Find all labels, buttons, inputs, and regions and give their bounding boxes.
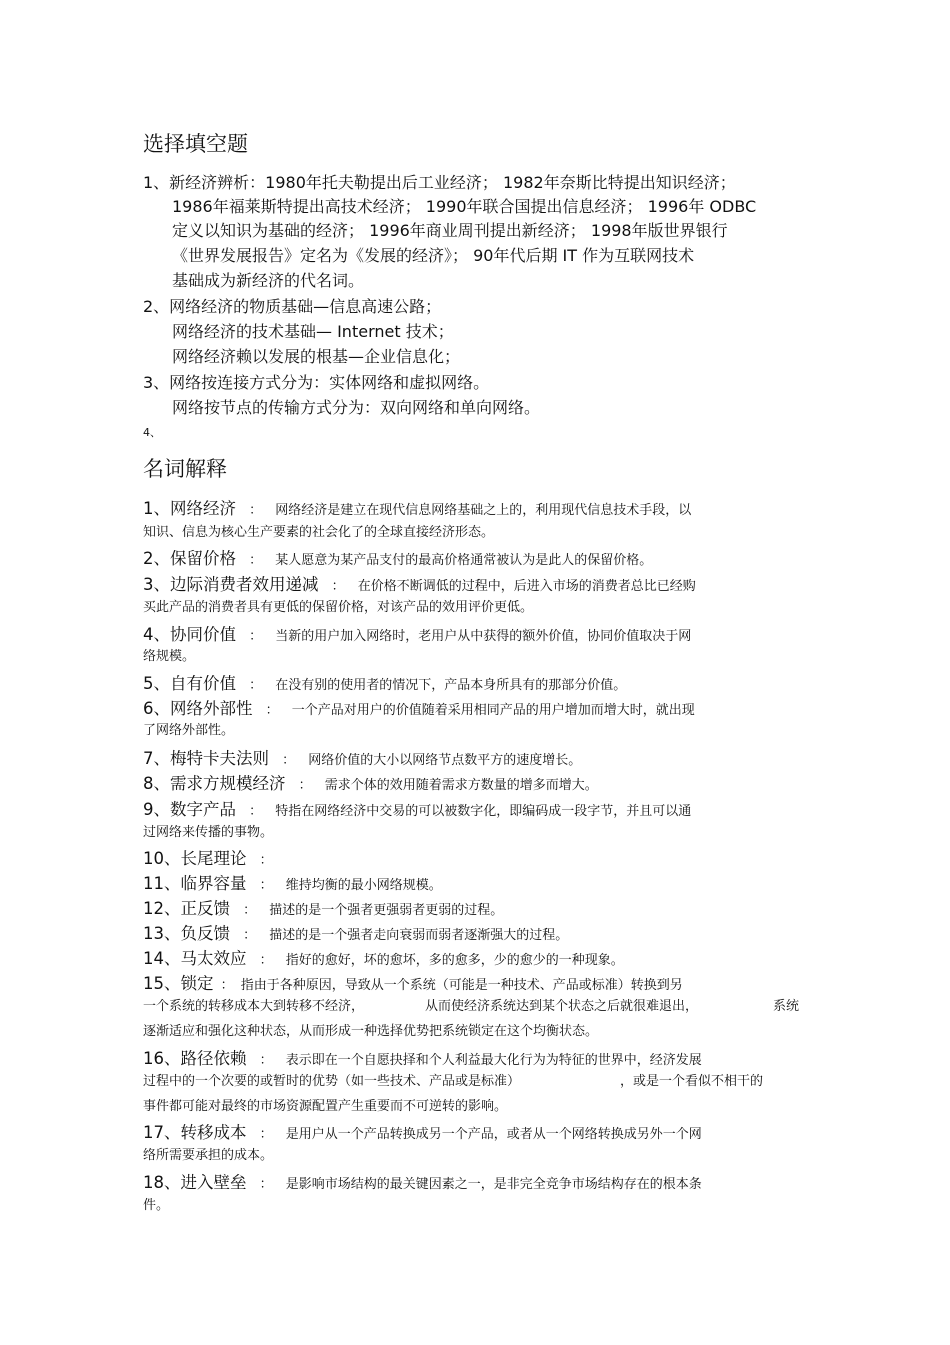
glossary-term: 2、保留价格 — [143, 549, 236, 568]
glossary-entry-1 — [143, 495, 691, 519]
definition-line: 在价格不断调低的过程中，后进入市场的消费者总比已经购 — [357, 579, 696, 594]
glossary-term: 11、临界容量 — [143, 874, 247, 893]
definition-line: 是影响市场结构的最关键因素之一，是非完全竞争市场结构存在的根本条 — [285, 1177, 702, 1192]
glossary-term: 5、自有价值 — [143, 674, 236, 693]
glossary-term: 10、长尾理论 — [143, 849, 247, 868]
glossary-entry-5 — [143, 670, 626, 694]
item2-line1: 2、网络经济的物质基础—信息高速公路； — [143, 297, 442, 316]
definition-line-part: 一个系统的转移成本大到转移不经济， — [143, 999, 365, 1014]
term-separator: ： — [259, 1127, 273, 1142]
glossary-entry-6 — [143, 695, 695, 719]
glossary-entry-8 — [143, 770, 598, 794]
term-separator: ： — [259, 953, 273, 968]
definition-line: 一个产品对用户的价值随着采用相同产品的用户增加而增大时，就出现 — [291, 703, 695, 718]
glossary-term: 9、数字产品 — [143, 800, 236, 819]
definition-line: 了网络外部性。 — [143, 723, 235, 738]
definition-line: 买此产品的消费者具有更低的保留价格，对该产品的效用评价更低。 — [143, 600, 534, 615]
definition-line-part: 过程中的一个次要的或暂时的优势（如一些技术、产品或是标准） — [143, 1074, 521, 1089]
item3-line2: 网络按节点的传输方式分为：双向网络和单向网络。 — [172, 398, 541, 417]
glossary-term: 17、转移成本 — [143, 1123, 247, 1142]
term-separator: ： — [282, 753, 296, 768]
glossary-term: 12、正反馈 — [143, 899, 230, 918]
definition-line-part: 从而使经济系统达到某个状态之后就很难退出， — [425, 999, 699, 1014]
glossary-entry-3 — [143, 571, 696, 595]
definition-line: 网络价值的大小以网络节点数平方的速度增长。 — [308, 753, 582, 768]
definition-line: 是用户从一个产品转换成另一个产品，或者从一个网络转换成另外一个网 — [285, 1127, 702, 1142]
definition-line: 描述的是一个强者更强弱者更弱的过程。 — [269, 903, 504, 918]
term-separator: ： — [243, 928, 257, 943]
definition-line: 当新的用户加入网络时，老用户从中获得的额外价值，协同价值取决于网 — [275, 629, 692, 644]
section-title-glossary: 名词解释 — [143, 457, 227, 481]
definition-line: 某人愿意为某产品支付的最高价格通常被认为是此人的保留价格。 — [275, 553, 653, 568]
definition-line: 描述的是一个强者走向衰弱而弱者逐渐强大的过程。 — [269, 928, 569, 943]
glossary-entry-13 — [143, 920, 568, 944]
glossary-term: 14、马太效应 — [143, 949, 247, 968]
glossary-term: 8、需求方规模经济 — [143, 774, 286, 793]
glossary-entry-2 — [143, 545, 652, 569]
glossary-entry-14 — [143, 945, 624, 969]
item3-line1: 3、网络按连接方式分为：实体网络和虚拟网络。 — [143, 373, 490, 392]
definition-line: 指好的愈好，坏的愈坏，多的愈多，少的愈少的一种现象。 — [285, 953, 624, 968]
glossary-entry-17 — [143, 1119, 702, 1143]
term-separator: ： — [259, 878, 273, 893]
definition-line: 件。 — [143, 1198, 170, 1213]
glossary-entry-7 — [143, 745, 581, 769]
definition-line: 知识、信息为核心生产要素的社会化了的全球直接经济形态。 — [143, 525, 495, 540]
term-separator: ： — [249, 503, 263, 518]
term-separator: ： — [249, 553, 263, 568]
glossary-term: 7、梅特卡夫法则 — [143, 749, 269, 768]
item1-line3: 定义以知识为基础的经济； 1996年商业周刊提出新经济； 1998年版世界银行 — [172, 221, 728, 240]
item1-line5: 基础成为新经济的代名词。 — [172, 271, 365, 290]
definition-line: 指由于各种原因，导致从一个系统（可能是一种技术、产品或标准）转换到另 — [240, 978, 683, 993]
term-separator: ： — [298, 778, 312, 793]
glossary-entry-15 — [143, 970, 683, 994]
term-separator: ： — [331, 579, 345, 594]
glossary-entry-16 — [143, 1045, 702, 1069]
glossary-term: 1、网络经济 — [143, 499, 236, 518]
definition-line-part: ，或是一个看似不相干的 — [620, 1074, 764, 1089]
term-separator: ： — [249, 629, 263, 644]
term-separator: ： — [249, 678, 263, 693]
definition-line: 络所需要承担的成本。 — [143, 1148, 274, 1163]
item2-line2: 网络经济的技术基础— Internet 技术； — [172, 322, 454, 341]
glossary-term: 16、路径依赖 — [143, 1049, 247, 1068]
definition-line-part: 系统 — [773, 999, 800, 1014]
glossary-term: 18、进入壁垒 — [143, 1173, 247, 1192]
definition-line: 在没有别的使用者的情况下，产品本身所具有的那部分价值。 — [275, 678, 627, 693]
glossary-term: 4、协同价值 — [143, 625, 236, 644]
glossary-entry-9 — [143, 796, 691, 820]
definition-line: 过网络来传播的事物。 — [143, 825, 274, 840]
item1-line4: 《世界发展报告》定名为《发展的经济》； 90年代后期 IT 作为互联网技术 — [172, 246, 695, 265]
term-separator: ： — [259, 1177, 273, 1192]
item1-line2: 1986年福莱斯特提出高技术经济； 1990年联合国提出信息经济； 1996年 ODBC — [172, 197, 757, 216]
glossary-entry-18 — [143, 1169, 702, 1193]
glossary-entry-12 — [143, 895, 503, 919]
glossary-entry-11 — [143, 870, 442, 894]
definition-line: 逐渐适应和强化这种状态，从而形成一种选择优势把系统锁定在这个均衡状态。 — [143, 1024, 599, 1039]
term-separator: ： — [259, 1053, 273, 1068]
definition-line: 表示即在一个自愿抉择和个人利益最大化行为为特征的世界中，经济发展 — [285, 1053, 702, 1068]
definition-line: 维持均衡的最小网络规模。 — [285, 878, 442, 893]
term-separator: ： — [265, 703, 279, 718]
item4-number: 4、 — [143, 426, 161, 439]
definition-line: 特指在网络经济中交易的可以被数字化，即编码成一段字节，并且可以通 — [275, 804, 692, 819]
glossary-term: 15、锁定 — [143, 974, 214, 993]
item1-line1: 1、新经济辨析：1980年托夫勒提出后工业经济； 1982年奈斯比特提出知识经济； — [143, 173, 736, 192]
glossary-term: 13、负反馈 — [143, 924, 230, 943]
glossary-entry-10 — [143, 845, 281, 869]
glossary-term: 6、网络外部性 — [143, 699, 253, 718]
definition-line: 络规模。 — [143, 649, 196, 664]
term-separator: ： — [243, 903, 257, 918]
definition-line: 事件都可能对最终的市场资源配置产生重要而不可逆转的影响。 — [143, 1099, 508, 1114]
definition-line: 需求个体的效用随着需求方数量的增多而增大。 — [324, 778, 598, 793]
term-separator: ： — [220, 978, 234, 993]
section-title-fill-in: 选择填空题 — [143, 132, 248, 156]
term-separator: ： — [249, 804, 263, 819]
item2-line3: 网络经济赖以发展的根基—企业信息化； — [172, 347, 461, 366]
term-separator: ： — [259, 853, 273, 868]
definition-line: 网络经济是建立在现代信息网络基础之上的，利用现代信息技术手段，以 — [275, 503, 692, 518]
glossary-entry-4 — [143, 621, 691, 645]
glossary-term: 3、边际消费者效用递减 — [143, 575, 319, 594]
